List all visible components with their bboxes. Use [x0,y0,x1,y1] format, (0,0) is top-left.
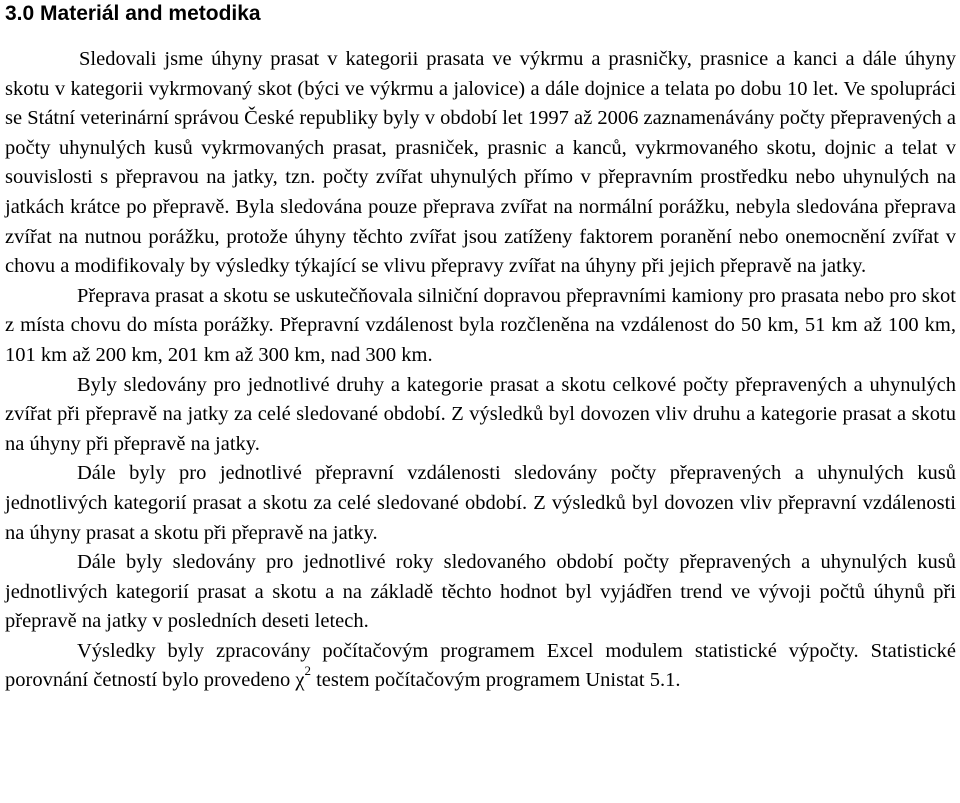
statistics-text-start: Výsledky byly zpracovány počítačovým programem Excel modulem statistické výpočty. Statistické porovnání četností bylo provedeno [5,639,956,692]
section-heading: 3.0 Materiál and metodika [5,2,261,25]
paragraph-materials: Sledovali jsme úhyny prasat v kategorii prasata ve výkrmu a prasničky, prasnice a kanci a dále úhyny skotu v kategorii vykrmovaný skot (býci ve výkrmu a jalovice) a dále dojnice a telata po dobu 10 let. Ve spolupráci se Státní veterinární správou České republiky byly v období let 1997 až 2006 zaznamenávány počty přepravených a počty uhynulých kusů vykrmovaných prasat, prasniček, prasnic a kanců, vykrmovaného skotu, dojnic a telat v souvislosti s přepravou na jatky, tzn. počty zvířat uhynulých přímo v přepravním prostředku nebo uhynulých na jatkách krátce po přepravě. Byla sledována pouze přeprava zvířat na normální porážku, nebyla sledována přeprava zvířat na nutnou porážku, protože úhyny těchto zvířat jsou zatíženy faktorem poranění nebo onemocnění zvířat v chovu a modifikovaly by výsledky týkající se vlivu přepravy zvířat na úhyny při jejich přepravě na jatky. [5,48,956,278]
statistics-text-end: testem počítačovým programem Unistat 5.1. [310,669,681,692]
paragraph-transport: Přeprava prasat a skotu se uskutečňovala silniční dopravou přepravními kamiony pro prasata nebo pro skot z místa chovu do místa porážky. Přepravní vzdálenost byla rozčleněna na vzdálenost do 50 km, 51 km až 100 km, 101 km až 200 km, 201 km až 300 km, nad 300 km. [5,284,956,366]
paragraph-species-category: Byly sledovány pro jednotlivé druhy a kategorie prasat a skotu celkové počty přepravených a uhynulých zvířat při přepravě na jatky za celé sledované období. Z výsledků byl dovozen vliv druhu a kategorie prasat a skotu na úhyny při přepravě na jatky. [5,373,956,455]
chi-superscript: 2 [304,663,311,679]
paragraph-distance: Dále byly pro jednotlivé přepravní vzdálenosti sledovány počty přepravených a uhynulých kusů jednotlivých kategorií prasat a skotu za celé sledované období. Z výsledků byl dovozen vliv přepravní vzdálenosti na úhyny prasat a skotu při přepravě na jatky. [5,462,956,544]
paragraph-statistics [5,637,956,696]
chi-symbol: χ [295,669,305,692]
paragraph-years-trend: Dále byly sledovány pro jednotlivé roky sledovaného období počty přepravených a uhynulých kusů jednotlivých kategorií prasat a skotu a na základě těchto hodnot byl vyjádřen trend ve vývoji počtů úhynů při přepravě na jatky v posledních deseti letech. [5,551,956,633]
